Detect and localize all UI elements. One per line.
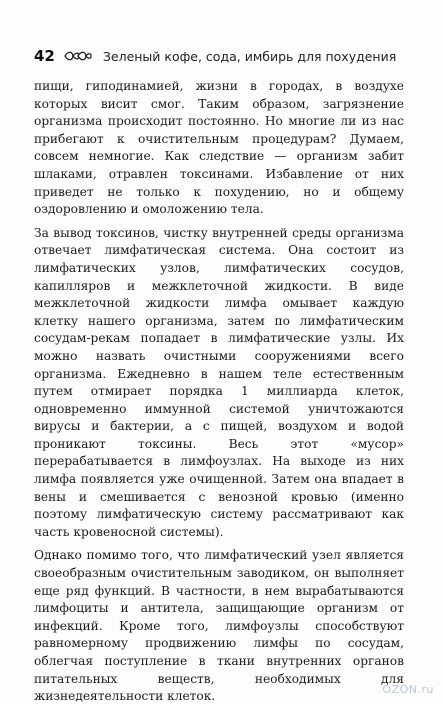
page-number: 42 [34, 47, 55, 65]
paragraph-1: пищи, гиподинамией, жизни в городах, в воздухе которых висит смог. Таким образом, загрязнение организма происходит постоянно. Но многие ли из нас прибегают к очистительным процедурам? Думаем, совсем немногие. Как следствие — организм забит шлаками, отравлен токсинами. Избавление от них приведет не только к похудению, но и общему оздоровлению и омоложению тела. [34, 79, 404, 217]
paragraph-2: За вывод токсинов, чистку внутренней среды организма отвечает лимфатическая система. Она состоит из лимфатических узлов, лимфатических сосудов, капилляров и межклеточной жидкости. В виде межклеточной жидкости лимфа омывает каждую клетку нашего организма, затем по лимфатическим сосудам-рекам попадает в лимфатические узлы. Их можно назвать очистными сооружениями всего организма. Ежедневно в нашем теле естественным путем отмирает порядка 1 миллиарда клеток, одновременно иммунной системой уничтожаются вирусы и бактерии, а с пищей, воздухом и водой проникают токсины. Весь этот «мусор» перерабатывается в лимфоузлах. На выходе из них лимфа появляется уже очищенной. Затем она впадает в вены и смешивается с венозной кровью (именно поэтому лимфатическую систему рассматривают как часть кровеносной системы). [34, 225, 404, 539]
body-text [34, 78, 404, 712]
leaf-ornament-icon [63, 50, 93, 62]
watermark: OZON.ru [382, 683, 434, 696]
running-header [34, 44, 414, 68]
running-title: Зеленый кофе, сода, имбирь для похудения [102, 48, 397, 64]
paragraph-3: Однако помимо того, что лимфатический узел является своеобразным очистительным заводиком, он выполняет еще ряд функций. В частности, в нем вырабатываются лимфоциты и антитела, защищающие организм от инфекций. Кроме того, лимфоузлы способствуют равномерному продвижению лимфы по сосудам, облегчая поступление в ткани внутренних органов питательных веществ, необходимых для жизнедеятельности клеток. [34, 548, 404, 704]
